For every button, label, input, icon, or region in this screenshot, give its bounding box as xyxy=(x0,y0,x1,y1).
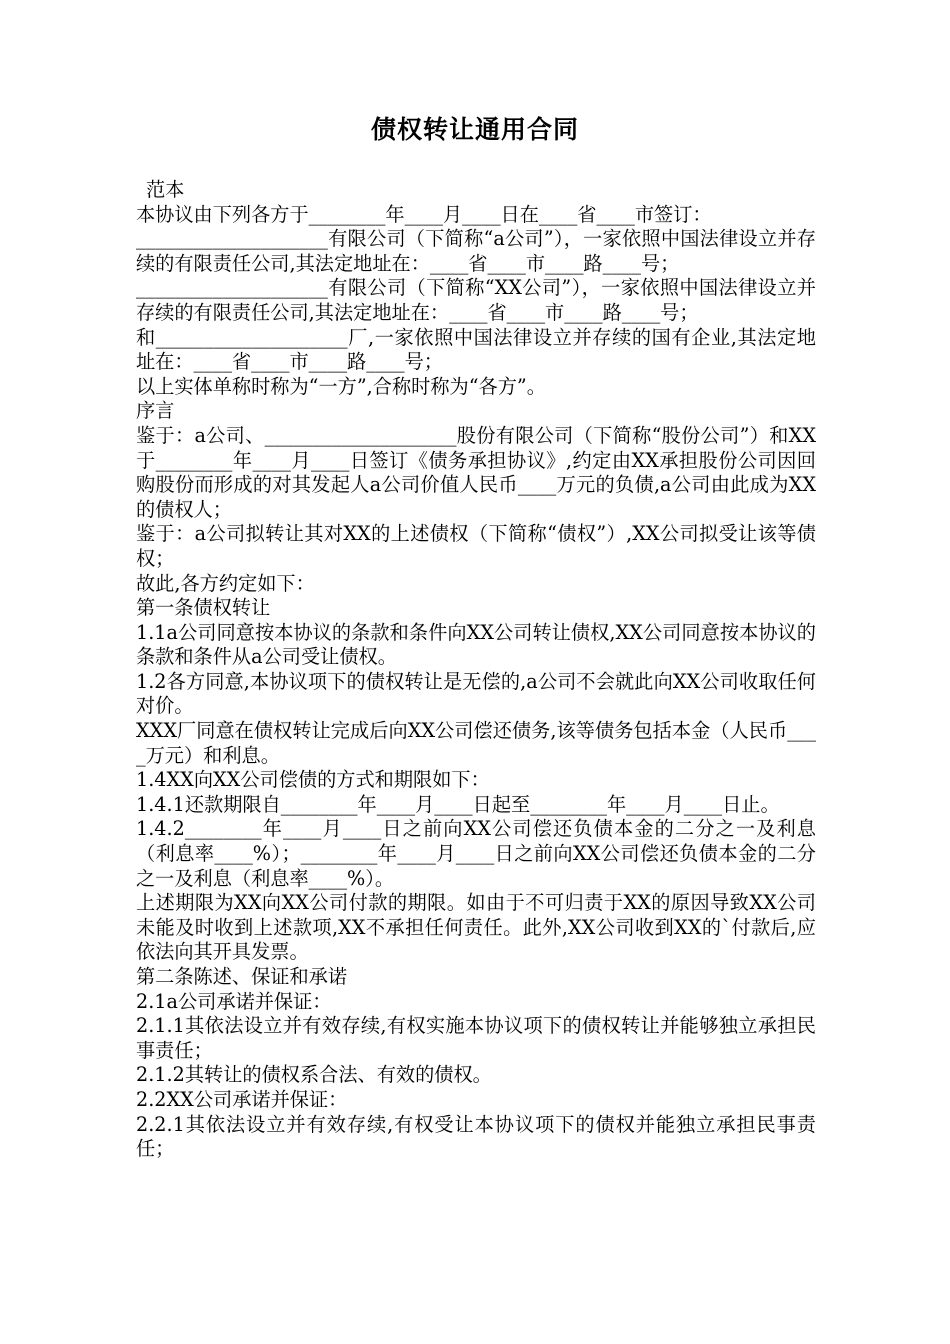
paragraph-payment-terms: 上述期限为XX向XX公司付款的期限。如由于不可归责于XX的原因导致XX公司未能及时收到上述款项,XX不承担任何责任。此外,XX公司收到XX的`付款后,应依法向其开具发票。 xyxy=(136,891,816,964)
clause-2-1-1: 2.1.1其依法设立并有效存续,有权实施本协议项下的债权转让并能够独立承担民事责任； xyxy=(136,1014,816,1062)
clause-1-4-1: 1.4.1还款期限自________年____月____日起至________年____月____日止。 xyxy=(136,792,780,816)
clause-1-4: 1.4XX向XX公司偿债的方式和期限如下： xyxy=(136,768,490,792)
paragraph-party-a: ____________________有限公司（下简称“a公司”），一家依照中国法律设立并存续的有限责任公司,其法定地址在：____省____市____路____号； xyxy=(136,227,816,275)
clause-1-3: XXX厂同意在债权转让完成后向XX公司偿还债务,该等债务包括本金（人民币____万元）和利息。 xyxy=(136,719,816,767)
paragraph-party-xx: ____________________有限公司（下简称“XX公司”），一家依照中国法律设立并存续的有限责任公司,其法定地址在：____省____市____路____号； xyxy=(136,276,816,324)
clause-1-4-2: 1.4.2________年____月____日之前向XX公司偿还负债本金的二分之一及利息（利息率____%）；________年____月____日之前向XX公司偿还负债本金的二分之一及利息（利息率____%）。 xyxy=(136,817,816,890)
paragraph-whereas-1: 鉴于：a公司、____________________股份有限公司（下简称“股份公司”）和XX于________年____月____日签订《债务承担协议》,约定由XX承担股份公司因回购股份而形成的对其发起人a公司价值人民币____万元的负债,a公司由此成为XX的债权人； xyxy=(136,423,816,521)
heading-article-2: 第二条陈述、保证和承诺 xyxy=(136,965,348,988)
paragraph-template-label: 范本 xyxy=(146,178,185,201)
paragraph-signing-info: 本协议由下列各方于________年____月____日在____省____市签订： xyxy=(136,202,712,226)
paragraph-whereas-2: 鉴于：a公司拟转让其对XX的上述债权（下简称“债权”）,XX公司拟受让该等债权； xyxy=(136,522,816,570)
document-body xyxy=(136,178,816,1162)
clause-2-1: 2.1a公司承诺并保证： xyxy=(136,989,332,1013)
paragraph-party-naming: 以上实体单称时称为“一方”,合称时称为“各方”。 xyxy=(136,374,546,398)
heading-article-1: 第一条债权转让 xyxy=(136,596,271,620)
clause-2-2-1: 2.2.1其依法设立并有效存续,有权受让本协议项下的债权并能独立承担民事责任； xyxy=(136,1112,816,1161)
paragraph-therefore: 故此,各方约定如下： xyxy=(136,571,315,595)
clause-1-1: 1.1a公司同意按本协议的条款和条件向XX公司转让债权,XX公司同意按本协议的条款和条件从a公司受让债权。 xyxy=(136,620,816,669)
paragraph-party-factory: 和____________________厂,一家依照中国法律设立并存续的国有企业,其法定地址在：____省____市____路____号； xyxy=(136,325,816,374)
clause-2-2: 2.2XX公司承诺并保证： xyxy=(136,1087,348,1111)
heading-preamble: 序言 xyxy=(136,399,175,423)
document-title: 债权转让通用合同 xyxy=(370,115,579,144)
clause-1-2: 1.2各方同意,本协议项下的债权转让是无偿的,a公司不会就此向XX公司收取任何对价。 xyxy=(136,669,816,718)
clause-2-1-2: 2.1.2其转让的债权系合法、有效的债权。 xyxy=(136,1063,492,1087)
